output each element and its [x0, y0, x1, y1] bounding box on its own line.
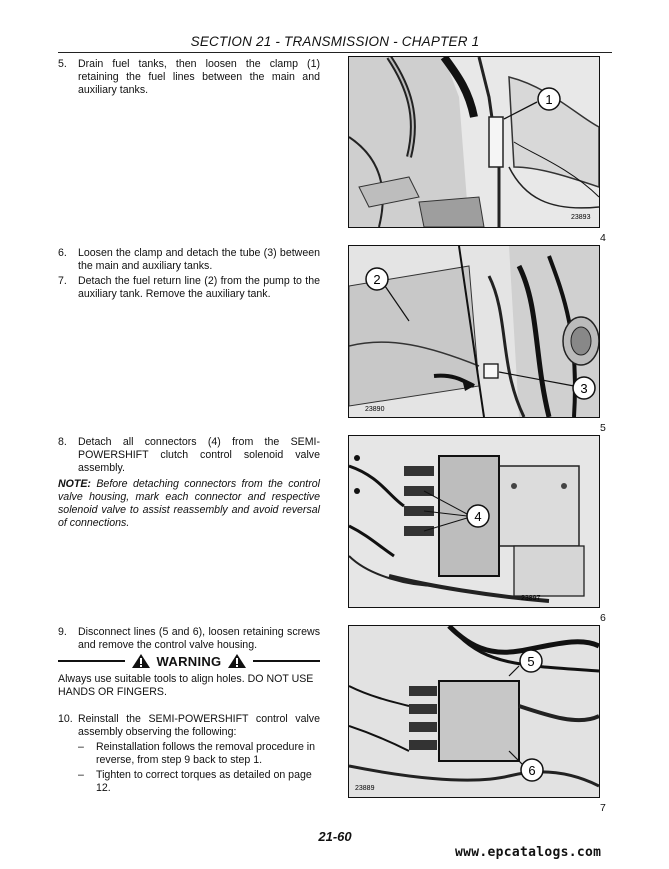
step-text: Detach the fuel return line (2) from the pump to the auxiliary tank. Remove the auxiliary tank.: [78, 275, 320, 300]
step-text: Reinstall the SEMI-POWERSHIFT control valve assembly observing the following:: [78, 713, 320, 738]
substep-text: Tighten to correct torques as detailed on page 12.: [96, 769, 312, 794]
warning-label: WARNING: [156, 653, 222, 669]
callout-5: 5: [527, 654, 535, 669]
warning-rule-right: [253, 660, 320, 662]
substep-dash: –: [78, 741, 84, 753]
warning-triangle-icon: [227, 653, 247, 669]
warning-rule-left: [58, 660, 125, 662]
page-number: 21-60: [318, 829, 352, 844]
figure-number: 7: [600, 802, 606, 814]
callout-1: 1: [545, 92, 553, 107]
figure-5-photo: [348, 245, 600, 418]
header-rule: [58, 52, 612, 53]
figure-7-photo: [348, 625, 600, 798]
note-block: [58, 478, 320, 530]
figure-4-photo: [348, 56, 600, 228]
photo-id: 23893: [571, 214, 591, 221]
watermark: www.epcatalogs.com: [455, 845, 602, 860]
step-9: [58, 626, 320, 652]
step-number: 6.: [58, 247, 67, 259]
step-text: Disconnect lines (5 and 6), loosen retaining screws and remove the control valve housing.: [78, 626, 320, 651]
warning-bar: [58, 653, 320, 669]
callout-4: 4: [474, 509, 482, 524]
warning-triangle-icon: [131, 653, 151, 669]
photo-id: 23890: [365, 406, 385, 413]
figure-number: 6: [600, 612, 606, 624]
callout-2: 2: [373, 272, 381, 287]
page-header: SECTION 21 - TRANSMISSION - CHAPTER 1: [190, 34, 480, 49]
step-number: 10.: [58, 713, 73, 725]
step-7: [58, 275, 320, 301]
note-label: NOTE:: [58, 478, 91, 490]
step-8: [58, 436, 320, 475]
note-text: Before detaching connectors from the control valve housing, mark each connector and respective solenoid valve to assist reassembly and avoid reversal of connections.: [58, 478, 320, 529]
substep-2: [78, 769, 320, 795]
callout-6: 6: [528, 763, 536, 778]
photo-id: 23889: [355, 785, 375, 792]
substep-dash: –: [78, 769, 84, 781]
figure-number: 5: [600, 422, 606, 434]
callout-3: 3: [580, 381, 588, 396]
step-text: Detach all connectors (4) from the SEMI-POWERSHIFT clutch control solenoid valve assembly.: [78, 436, 320, 474]
figure-number: 4: [600, 232, 606, 244]
step-number: 9.: [58, 626, 67, 638]
step-10: [58, 713, 320, 739]
photo-id: 23897: [521, 595, 541, 602]
step-5: [58, 58, 320, 97]
substep-text: Reinstallation follows the removal procedure in reverse, from step 9 back to step 1.: [96, 741, 316, 766]
substep-1: [78, 741, 320, 767]
step-text: Drain fuel tanks, then loosen the clamp (1) retaining the fuel lines between the main and auxiliary tanks.: [78, 58, 320, 96]
step-number: 8.: [58, 436, 67, 448]
warning-text: Always use suitable tools to align holes. DO NOT USE HANDS OR FINGERS.: [58, 673, 314, 698]
step-text: Loosen the clamp and detach the tube (3) between the main and auxiliary tanks.: [78, 247, 320, 272]
step-number: 7.: [58, 275, 67, 287]
step-number: 5.: [58, 58, 67, 70]
step-6: [58, 247, 320, 273]
figure-6-photo: [348, 435, 600, 608]
